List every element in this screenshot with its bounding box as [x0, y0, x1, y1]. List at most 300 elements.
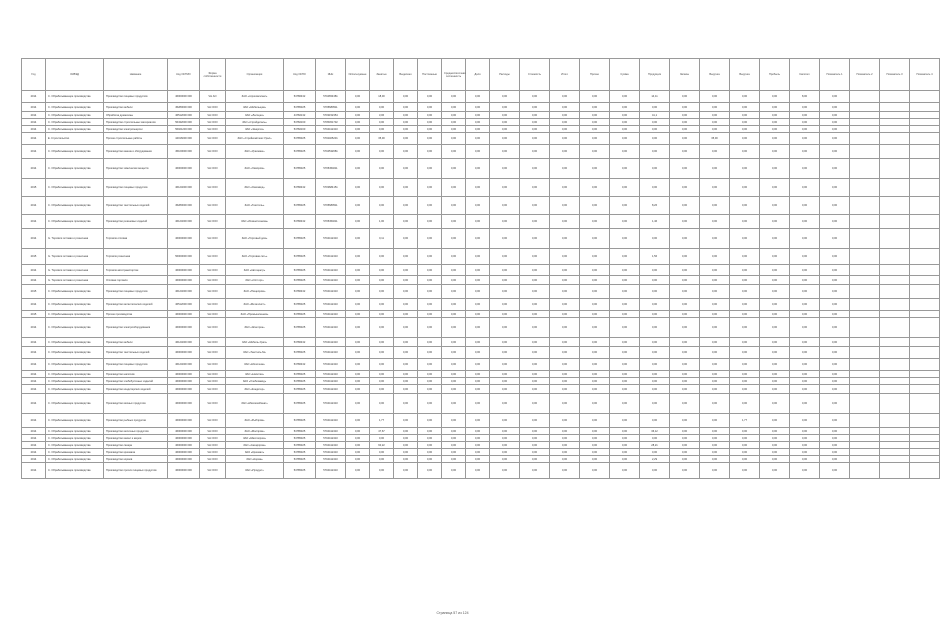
table-cell: 0,00 [580, 311, 610, 318]
table-cell: 0,00 [730, 126, 760, 133]
table-cell: 5704412410 [316, 318, 346, 338]
table-cell: 0,00 [394, 463, 418, 479]
table-cell: 0,00 [580, 338, 610, 347]
table-cell: 0,00 [640, 338, 670, 347]
table-cell: С. Обрабатывающие производства [46, 159, 104, 179]
empty-cell [850, 456, 880, 463]
empty-cell [910, 285, 940, 299]
table-cell: 0,00 [700, 371, 730, 378]
table-cell: 0,00 [394, 378, 418, 385]
empty-cell [910, 414, 940, 428]
table-cell: 0,00 [640, 133, 670, 145]
table-cell: 0,00 [490, 318, 520, 338]
table-cell: 5704654381 [316, 91, 346, 103]
table-cell: 0,00 [394, 179, 418, 197]
table-cell: 0,00 [640, 179, 670, 197]
table-cell: 46000000 000 [168, 428, 200, 435]
table-cell: 0,00 [610, 145, 640, 159]
table-cell: 0,00 [442, 276, 466, 285]
table-cell: 54785325 [284, 197, 316, 215]
table-cell: 0,00 [670, 435, 700, 442]
table-cell: 0,00 [820, 311, 850, 318]
table-cell: 46000000 000 [168, 159, 200, 179]
table-cell: С. Обрабатывающие производства [46, 112, 104, 119]
empty-cell [910, 449, 940, 456]
table-cell: 0,00 [820, 414, 850, 428]
table-cell: 46000000 000 [168, 265, 200, 276]
column-header: Итого [550, 59, 580, 91]
table-cell: 0,00 [442, 428, 466, 435]
table-cell: 0,00 [346, 276, 370, 285]
table-cell: 0,00 [820, 378, 850, 385]
table-cell: 0,00 [418, 394, 442, 414]
table-cell: 0,00 [580, 133, 610, 145]
empty-cell [880, 285, 910, 299]
table-cell: 0,00 [466, 449, 490, 456]
table-cell: 0,00 [394, 318, 418, 338]
table-cell: 45280000 000 [168, 197, 200, 215]
table-cell: 0,00 [466, 229, 490, 249]
table-cell: 0,00 [466, 311, 490, 318]
table-cell: ЧН ООО [200, 119, 226, 126]
table-cell: Производство химических веществ [104, 159, 168, 179]
table-row [22, 449, 940, 456]
table-cell: 0,00 [442, 285, 466, 299]
table-cell: 0,00 [418, 285, 442, 299]
empty-cell [850, 215, 880, 229]
table-cell: 0,00 [466, 159, 490, 179]
table-cell: 0,00 [610, 394, 640, 414]
empty-cell [880, 428, 910, 435]
table-cell: 1,56 [640, 249, 670, 265]
table-cell: 0,00 [790, 159, 820, 179]
table-row [22, 103, 940, 112]
table-cell: 5704412410 [316, 359, 346, 371]
table-cell: 0,00 [730, 197, 760, 215]
table-cell: 0,00 [760, 265, 790, 276]
table-cell: 0,00 [670, 449, 700, 456]
table-cell: 0,00 [442, 338, 466, 347]
table-cell: 0,00 [790, 119, 820, 126]
table-cell: ЗАО «Пищепром» [226, 285, 284, 299]
table-cell: 0,00 [520, 126, 550, 133]
table-cell: 0,00 [640, 385, 670, 394]
table-cell: 2014 [22, 456, 46, 463]
table-cell: 0,00 [550, 91, 580, 103]
table-cell: 0,00 [490, 91, 520, 103]
table-cell: Производство крахмала [104, 449, 168, 456]
table-cell: 0,00 [820, 285, 850, 299]
table-cell: 0,00 [394, 394, 418, 414]
table-cell: 0,00 [346, 91, 370, 103]
table-row [22, 112, 940, 119]
table-cell: 0,00 [490, 276, 520, 285]
table-cell: 0,00 [820, 359, 850, 371]
table-cell: 2014 [22, 103, 46, 112]
table-cell: 0,00 [790, 359, 820, 371]
table-cell: 0,00 [730, 159, 760, 179]
table-cell: 0,00 [490, 385, 520, 394]
table-cell: 0,00 [610, 133, 640, 145]
table-cell: 54786432 [284, 359, 316, 371]
table-cell: 0,00 [640, 414, 670, 428]
table-cell: 0,00 [730, 179, 760, 197]
table-cell: 0,00 [550, 285, 580, 299]
table-cell: 0,00 [394, 442, 418, 449]
table-cell: 0,00 [730, 265, 760, 276]
table-cell: 0,00 [760, 249, 790, 265]
table-cell: ЧН ООО [200, 378, 226, 385]
table-cell: 0,00 [730, 91, 760, 103]
table-cell: 0,00 [466, 347, 490, 359]
table-cell: 36,12 [640, 428, 670, 435]
table-cell: 0,00 [580, 378, 610, 385]
table-row [22, 119, 940, 126]
table-cell: 54785325 [284, 249, 316, 265]
empty-cell [880, 338, 910, 347]
table-cell: ЧН ООО [200, 371, 226, 378]
table-row [22, 299, 940, 311]
table-cell: 0,00 [670, 359, 700, 371]
table-cell: 0,00 [580, 449, 610, 456]
table-cell: 0,00 [790, 299, 820, 311]
table-cell: 0,00 [760, 103, 790, 112]
table-cell: ЧН ООО [200, 197, 226, 215]
table-cell: 46124000 000 [168, 359, 200, 371]
table-cell: ЧН ООО [200, 347, 226, 359]
column-header: Выручка [700, 59, 730, 91]
table-cell: 0,00 [442, 133, 466, 145]
table-cell: 0,00 [490, 133, 520, 145]
table-cell: 0,00 [730, 378, 760, 385]
table-cell: 0,00 [790, 463, 820, 479]
table-cell: 0,00 [520, 338, 550, 347]
table-cell: 0,00 [490, 449, 520, 456]
table-cell: 2014 [22, 385, 46, 394]
table-cell: 0,00 [670, 285, 700, 299]
table-cell: 0,00 [490, 103, 520, 112]
table-cell: 0,00 [520, 215, 550, 229]
table-cell: 0,00 [670, 299, 700, 311]
table-cell: 0,00 [730, 215, 760, 229]
table-cell: 0,00 [700, 456, 730, 463]
table-cell: 0,00 [790, 435, 820, 442]
table-cell: 0,00 [394, 159, 418, 179]
table-cell: 0,00 [550, 456, 580, 463]
table-cell: ЗАО «Рыбпром» [226, 414, 284, 428]
table-cell: 0,00 [520, 394, 550, 414]
table-cell: 0,00 [346, 133, 370, 145]
table-cell: 0,00 [370, 159, 394, 179]
table-cell: 0,00 [580, 463, 610, 479]
table-cell: Производство рыбных продуктов [104, 414, 168, 428]
table-row [22, 133, 940, 145]
table-row [22, 145, 940, 159]
table-cell: 0,00 [670, 311, 700, 318]
table-cell: 0,00 [490, 456, 520, 463]
table-cell: 0,00 [346, 126, 370, 133]
empty-cell [880, 385, 910, 394]
table-cell: ЗАО «Уралмаш» [226, 145, 284, 159]
empty-cell [910, 442, 940, 449]
table-cell: 0,00 [490, 159, 520, 179]
table-cell: 0,00 [466, 119, 490, 126]
table-cell: 46000000 000 [168, 414, 200, 428]
table-row [22, 428, 940, 435]
empty-cell [910, 215, 940, 229]
table-cell: 0,00 [820, 112, 850, 119]
table-cell: ЗАО «Хлебозавод» [226, 378, 284, 385]
table-cell: 0,00 [346, 435, 370, 442]
table-cell: ЧН ООО [200, 299, 226, 311]
empty-cell [850, 378, 880, 385]
column-header: Показатель 4 [910, 59, 940, 91]
table-cell: 1,77 [370, 414, 394, 428]
table-cell: С. Обрабатывающие производства [46, 442, 104, 449]
table-cell: 0,00 [394, 359, 418, 371]
table-cell: 46000000 000 [168, 463, 200, 479]
table-cell: С. Обрабатывающие производства [46, 371, 104, 378]
table-cell: ЗАО «Мясокомбинат» [226, 394, 284, 414]
table-cell: 0,00 [670, 159, 700, 179]
table-cell: 0,00 [610, 359, 640, 371]
table-cell: 0,00 [700, 229, 730, 249]
table-cell: 0,00 [730, 435, 760, 442]
table-cell: 0,00 [610, 347, 640, 359]
table-cell: 0,00 [640, 126, 670, 133]
empty-cell [880, 371, 910, 378]
table-cell: 0,00 [490, 249, 520, 265]
table-cell: Торговля розничная [104, 249, 168, 265]
table-cell: 0,00 [394, 229, 418, 249]
table-cell: 0,00 [670, 112, 700, 119]
table-cell: 0,00 [466, 265, 490, 276]
empty-cell [850, 338, 880, 347]
table-cell: 14,11 [640, 91, 670, 103]
table-cell: 0,00 [790, 145, 820, 159]
table-cell: 0,00 [580, 428, 610, 435]
table-cell: 0,00 [820, 159, 850, 179]
table-cell: Производство машин и оборудования [104, 145, 168, 159]
table-cell: ЗАО «Торговый дом» [226, 229, 284, 249]
table-cell: 0,00 [580, 197, 610, 215]
table-cell: ЗАО «Текстиль-М» [226, 347, 284, 359]
table-cell: 54785325 [284, 299, 316, 311]
table-row [22, 318, 940, 338]
table-cell: ЧН ООО [200, 456, 226, 463]
table-cell: 0,00 [700, 299, 730, 311]
table-cell: 2014 [22, 299, 46, 311]
table-cell: 0,00 [418, 414, 442, 428]
table-cell: 0,00 [550, 338, 580, 347]
table-cell: 0,00 [820, 385, 850, 394]
table-cell: 35,00 [700, 133, 730, 145]
table-cell: 5704412410 [316, 299, 346, 311]
table-row [22, 394, 940, 414]
table-cell: 0,00 [610, 126, 640, 133]
table-cell: 0,00 [670, 91, 700, 103]
table-row [22, 249, 940, 265]
empty-cell [850, 249, 880, 265]
table-cell: 47,67 [370, 428, 394, 435]
table-cell: 5704412410 [316, 378, 346, 385]
table-cell: 0,00 [520, 463, 550, 479]
table-cell: 45100000 000 [168, 145, 200, 159]
table-cell: 0,00 [442, 103, 466, 112]
table-cell: 0,00 [790, 347, 820, 359]
empty-cell [850, 463, 880, 479]
table-cell: 0,00 [550, 385, 580, 394]
table-cell: 0,00 [790, 103, 820, 112]
column-header: Используемые [346, 59, 370, 91]
table-cell: 0,00 [790, 133, 820, 145]
table-cell: 0,00 [760, 179, 790, 197]
table-cell: 0,00 [610, 265, 640, 276]
table-cell: 0,00 [370, 299, 394, 311]
table-cell: 0,00 [550, 197, 580, 215]
table-cell: 0,00 [670, 378, 700, 385]
column-header: Прибыль [760, 59, 790, 91]
table-cell: 2014 [22, 112, 46, 119]
table-cell: 0,00 [640, 463, 670, 479]
table-cell: 0,00 [670, 249, 700, 265]
table-cell: 0,00 [700, 385, 730, 394]
table-cell: 46000000 000 [168, 311, 200, 318]
table-cell: 0,00 [418, 371, 442, 378]
table-cell: 0,00 [580, 276, 610, 285]
table-cell: 0,00 [820, 145, 850, 159]
empty-cell [850, 276, 880, 285]
table-cell: 0,00 [700, 435, 730, 442]
table-cell: 0,00 [820, 338, 850, 347]
table-cell: ЧН ООО [200, 145, 226, 159]
empty-cell [850, 179, 880, 197]
table-cell: 0,00 [520, 159, 550, 179]
table-cell: Производство масел и жиров [104, 435, 168, 442]
table-cell: 0,00 [550, 371, 580, 378]
table-cell: Производство пищевых продуктов [104, 179, 168, 197]
table-cell: 0,00 [640, 229, 670, 249]
table-cell: 0,00 [730, 442, 760, 449]
table-cell: 0,00 [700, 179, 730, 197]
table-cell: 0,00 [610, 197, 640, 215]
table-cell: 0,00 [490, 229, 520, 249]
table-cell: 46124000 000 [168, 215, 200, 229]
table-cell: 0,00 [442, 435, 466, 442]
table-cell: 0,00 [580, 112, 610, 119]
table-cell: 0,00 [670, 428, 700, 435]
table-cell: 5704412410 [316, 442, 346, 449]
table-cell: 0,00 [580, 394, 610, 414]
column-header: Прочее [580, 59, 610, 91]
table-cell: 0,00 [442, 442, 466, 449]
table-cell: 0,00 [370, 394, 394, 414]
table-cell: 0,00 [640, 145, 670, 159]
table-cell: 0,00 [418, 311, 442, 318]
table-cell: 8,00 [790, 91, 820, 103]
table-cell: 0,00 [394, 112, 418, 119]
table-cell: 0,00 [346, 103, 370, 112]
table-cell: 54785325 [284, 318, 316, 338]
table-cell: 0,00 [490, 112, 520, 119]
empty-cell [850, 394, 880, 414]
table-cell: 2015 [22, 285, 46, 299]
table-cell: 5705454011 [316, 159, 346, 179]
table-cell: 0,00 [550, 414, 580, 428]
table-cell: 0,00 [820, 442, 850, 449]
empty-cell [910, 385, 940, 394]
table-cell: С. Обрабатывающие производства [46, 378, 104, 385]
table-cell: 0,00 [730, 347, 760, 359]
table-cell: 0,00 [700, 428, 730, 435]
table-cell: 54785325 [284, 449, 316, 456]
table-cell: 0,00 [466, 112, 490, 119]
table-cell: 0,00 [760, 197, 790, 215]
table-cell: 0,00 [760, 394, 790, 414]
table-cell: 0,00 [370, 249, 394, 265]
table-cell: Производство хлебобулочных изделий [104, 378, 168, 385]
table-cell: 0,00 [418, 112, 442, 119]
table-cell: 0,00 [640, 394, 670, 414]
table-cell: ЗАО «Молпром» [226, 428, 284, 435]
table-cell: 0,00 [580, 229, 610, 249]
table-cell: 54785325 [284, 159, 316, 179]
table-cell: 54785325 [284, 385, 316, 394]
table-cell: 0,00 [550, 126, 580, 133]
table-cell: 0,00 [520, 112, 550, 119]
table-cell: 56000000 000 [168, 249, 200, 265]
table-cell: ЗАО «Маслопром» [226, 435, 284, 442]
table-cell: 0,00 [466, 435, 490, 442]
table-cell: 0,00 [580, 359, 610, 371]
table-cell: 0,00 [670, 394, 700, 414]
table-cell: 0,00 [670, 119, 700, 126]
table-cell: 5705680511 [316, 197, 346, 215]
table-cell: 0,00 [550, 229, 580, 249]
empty-cell [910, 463, 940, 479]
table-cell: 2014 [22, 338, 46, 347]
table-cell: 0,00 [370, 347, 394, 359]
table-cell: 0,00 [610, 442, 640, 449]
table-row [22, 285, 940, 299]
table-cell: 0,00 [610, 449, 640, 456]
table-cell: 0,00 [640, 265, 670, 276]
empty-cell [910, 428, 940, 435]
table-cell: 0,00 [370, 318, 394, 338]
table-cell: 0,00 [418, 299, 442, 311]
table-cell: 0,00 [730, 318, 760, 338]
table-row [22, 197, 940, 215]
table-cell: 54786432 [284, 179, 316, 197]
table-cell: 0,00 [466, 428, 490, 435]
table-cell: ЧН ООО [200, 311, 226, 318]
table-cell: 0,00 [820, 133, 850, 145]
column-header: Выделено [394, 59, 418, 91]
table-cell: 0,00 [418, 347, 442, 359]
table-cell: 0,00 [520, 229, 550, 249]
table-cell: 0,00 [700, 119, 730, 126]
table-cell: 2014 [22, 435, 46, 442]
table-cell: 5704412410 [316, 265, 346, 276]
empty-cell [910, 371, 940, 378]
table-cell: 2014 [22, 197, 46, 215]
table-cell: 0,00 [670, 338, 700, 347]
table-cell: 5704412410 [316, 347, 346, 359]
column-header: Продукция [640, 59, 670, 91]
table-cell: 0,00 [418, 103, 442, 112]
table-cell: 0,00 [730, 359, 760, 371]
empty-cell [850, 442, 880, 449]
